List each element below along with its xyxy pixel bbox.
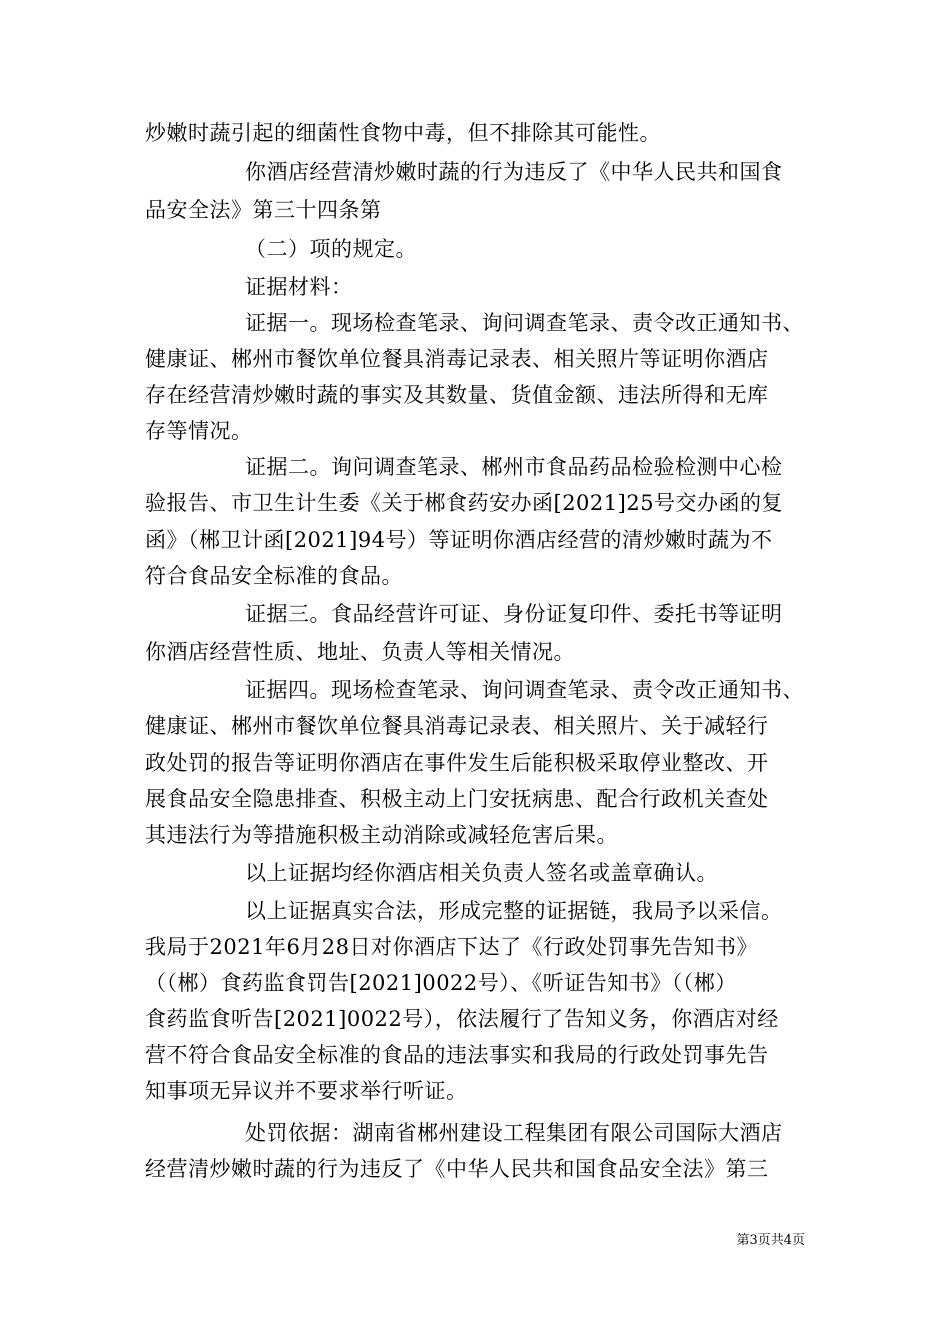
text-line: （（郴）食药监食罚告[2021]0022号）、《听证告知书》（（郴） [145, 971, 737, 995]
text-line: 存在经营清炒嫩时蔬的事实及其数量、货值金额、违法所得和无库 [145, 383, 769, 407]
text-line: 健康证、郴州市餐饮单位餐具消毒记录表、相关照片等证明你酒店 [145, 347, 769, 371]
text-line: 食药监食听告[2021]0022号），依法履行了告知义务，你酒店对经 [145, 1007, 779, 1031]
text-line: 证据三。食品经营许可证、身份证复印件、委托书等证明 [245, 602, 783, 626]
text-line: 我局于2021年6月28日对你酒店下达了《行政处罚事先告知书》 [145, 935, 759, 959]
text-line: 营不符合食品安全标准的食品的违法事实和我局的行政处罚事先告 [145, 1043, 769, 1067]
text-line: 展食品安全隐患排查、积极主动上门安抚病患、配合行政机关查处 [145, 787, 769, 811]
text-line: 以上证据真实合法，形成完整的证据链，我局予以采信。 [245, 899, 783, 923]
text-line: 以上证据均经你酒店相关负责人签名或盖章确认。 [245, 861, 718, 885]
text-line: 证据一。现场检查笔录、询问调查笔录、责令改正通知书、 [245, 311, 804, 335]
text-line: 政处罚的报告等证明你酒店在事件发生后能积极采取停业整改、开 [145, 751, 769, 775]
text-line: 其违法行为等措施积极主动消除或减轻危害后果。 [145, 823, 618, 847]
page-number-footer: 第3页共4页 [736, 1233, 805, 1248]
text-line: 品安全法》第三十四条第 [145, 198, 382, 222]
text-line: 处罚依据：湖南省郴州建设工程集团有限公司国际大酒店 [245, 1121, 783, 1145]
text-line: 符合食品安全标准的食品。 [145, 564, 403, 588]
text-line: 经营清炒嫩时蔬的行为违反了《中华人民共和国食品安全法》第三 [145, 1157, 769, 1181]
text-line: 证据材料： [245, 275, 353, 299]
text-line: （二）项的规定。 [245, 237, 417, 261]
text-line: 证据二。询问调查笔录、郴州市食品药品检验检测中心检 [245, 455, 783, 479]
text-line: 知事项无异议并不要求举行听证。 [145, 1079, 468, 1103]
text-line: 炒嫩时蔬引起的细菌性食物中毒，但不排除其可能性。 [145, 121, 661, 145]
text-line: 函》（郴卫计函[2021]94号）等证明你酒店经营的清炒嫩时蔬为不 [145, 528, 773, 552]
text-line: 你酒店经营性质、地址、负责人等相关情况。 [145, 640, 575, 664]
text-line: 证据四。现场检查笔录、询问调查笔录、责令改正通知书、 [245, 678, 804, 702]
text-line: 存等情况。 [145, 419, 253, 443]
text-line: 验报告、市卫生计生委《关于郴食药安办函[2021]25号交办函的复 [145, 491, 784, 515]
text-line: 你酒店经营清炒嫩时蔬的行为违反了《中华人民共和国食 [245, 160, 783, 184]
text-line: 健康证、郴州市餐饮单位餐具消毒记录表、相关照片、关于减轻行 [145, 714, 769, 738]
